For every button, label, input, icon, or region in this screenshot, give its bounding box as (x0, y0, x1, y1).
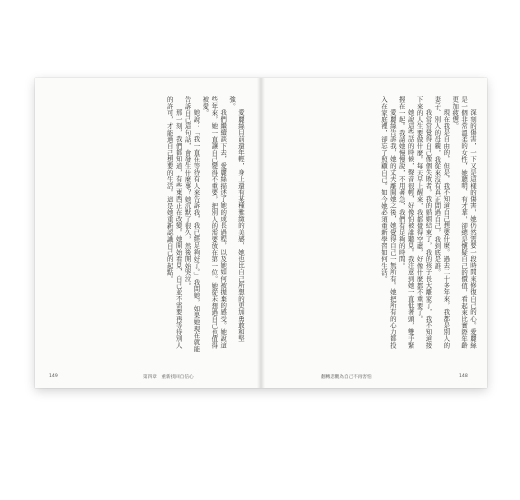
paragraph: 那一刻，我們都知道，有些東西正在改變。她開始看見，自己並不需要再等待別人的許可，才能過自己想要的生活。這是她重新認識自己的起點。 (165, 96, 183, 349)
paragraph: 現在我是自由的，但是，我不知道自己想要什麼。過去二十多年來，我都是別人的妻子、別人的母親，我從來沒有真正問過自己，我到底是誰。 (433, 96, 451, 349)
paragraph: 我常常覺得自己像個失敗者。我的婚姻結束了，我的孩子長大離家了，我不知道接下來的人生要做什麼。每天早上醒來，我都覺得空虛，好像什麼都不重要了。 (415, 96, 433, 349)
paragraph: 愛麗絲告訴我，她的丈夫離開她之後，她覺得自己一無所有。她把所有的心力都投入在家庭裡，卻忘了照顧自己。如今她必須重新學習如何生活。 (379, 96, 397, 349)
paragraph: 深刻的傷害，一下又是這樣的傷害，她仍然需要一段時間來修復自己的心。愛麗絲是一個非常溫柔的女性，她聰明、有才華，卻總是懷疑自己的價值，看起來比實際年齡更加疲憊。 (451, 96, 477, 349)
book-spread (35, 78, 487, 388)
right-page-footer (261, 374, 487, 382)
left-page (35, 78, 261, 388)
left-page-body (49, 96, 245, 354)
paragraph: 她說：「我一直在等待有人來告訴我，我已經足夠好了。」我問她，如果她現在就能告訴自己這句話，會發生什麼事？她沉默了很久，然後開始哭泣。 (183, 96, 201, 352)
page-number: 148 (459, 374, 468, 379)
right-page-body (277, 96, 477, 354)
paragraph: 我們繼續談下去，愛麗絲描述了她的成長過程，以及她如何被拋棄的感受。她說這些年來，她一直讓自己變得不重要，把別人的需要放在第一位。她從未想過自己也值得被愛。 (201, 96, 228, 349)
page-number: 149 (49, 374, 58, 379)
running-head: 翻轉悲觀為自己不再害怕 (321, 375, 372, 380)
running-head: 第四章 重新找回自信心 (143, 375, 194, 380)
paragraph: 她說這些話的時候，聲音很輕，好像怕被誰聽見。我注意到她一直低著頭，雙手緊握在一起。我請她慢慢說，不用著急，我們有足夠的時間。 (397, 96, 415, 349)
paragraph: 愛麗絲目前還年輕，身上還有某種雅緻的美感，她也比自己所想的更加勇敢和堅強。 (228, 96, 245, 342)
left-page-footer (35, 374, 261, 382)
right-page (261, 78, 487, 388)
